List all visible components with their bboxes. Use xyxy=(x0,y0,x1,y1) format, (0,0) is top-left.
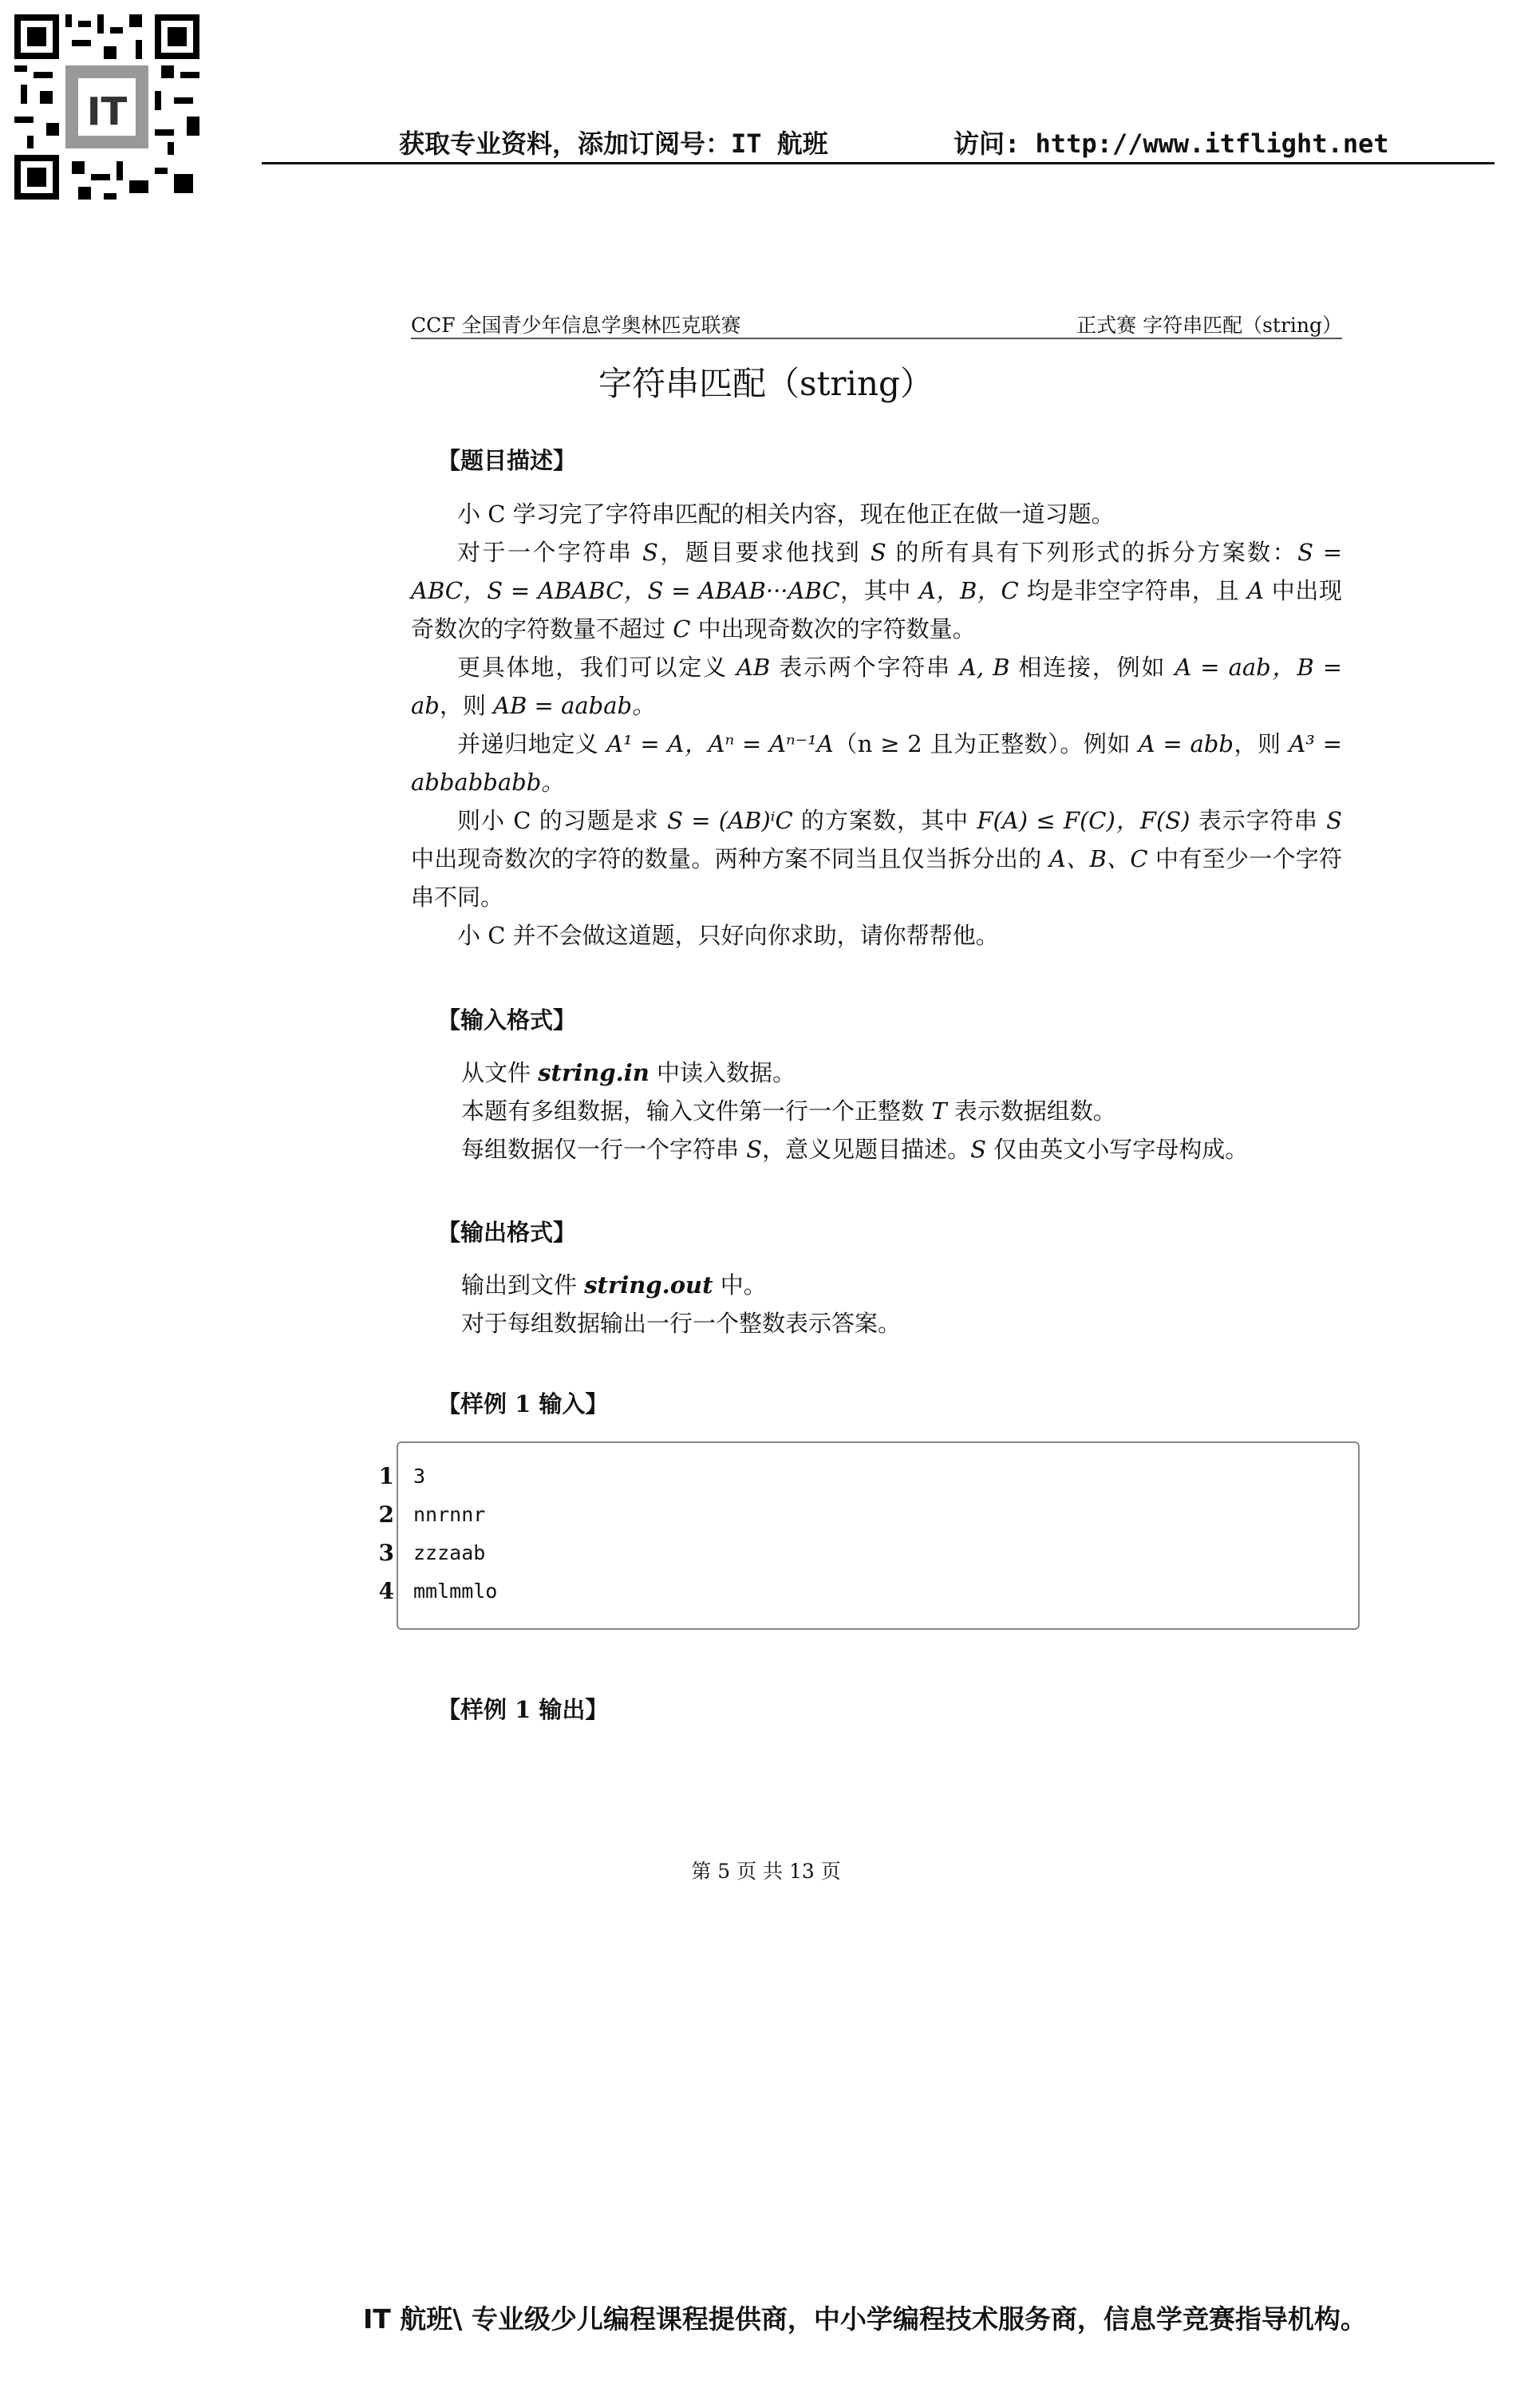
sample-input-codebox xyxy=(397,1441,1360,1630)
problem-title: 字符串匹配（string） xyxy=(598,364,934,403)
desc-p3: 更具体地，我们可以定义 AB 表示两个字符串 A, B 相连接，例如 A = aab，B = ab，则 AB = aabab。 xyxy=(411,654,1343,719)
desc-p1: 小 C 学习完了字符串匹配的相关内容，现在他正在做一道习题。 xyxy=(457,500,1115,528)
section-description-heading: 【题目描述】 xyxy=(437,447,577,474)
page-number: 第 5 页 共 13 页 xyxy=(691,1860,841,1883)
desc-p6: 小 C 并不会做这道题，只好向你求助，请你帮帮他。 xyxy=(457,922,999,949)
top-banner: 获取专业资料，添加订阅号：IT 航班 xyxy=(399,129,828,159)
description-body xyxy=(411,495,1342,955)
header-divider xyxy=(411,338,1342,339)
svg-text:IT: IT xyxy=(86,89,128,135)
section-sample-output-heading: 【样例 1 输出】 xyxy=(437,1696,609,1723)
code-line: mmlmmlo xyxy=(413,1580,498,1603)
top-visit-url[interactable]: 访问: http://www.itflight.net xyxy=(954,129,1389,159)
desc-p5: 则小 C 的习题是求 S = (AB)ⁱC 的方案数，其中 F(A) ≤ F(C)，F(S) 表示字符串 S 中出现奇数次的字符的数量。两种方案不同当且仅当拆分出的 A、B、C 中有至少一个字符串不同。 xyxy=(411,807,1342,911)
running-header-right: 正式赛 字符串匹配（string） xyxy=(1076,314,1342,337)
code-line: 3 xyxy=(413,1465,426,1488)
section-output-heading: 【输出格式】 xyxy=(437,1219,577,1246)
output-format-body: 输出到文件 string.out 中。 对于每组数据输出一行一个整数表示答案。 xyxy=(461,1271,902,1337)
running-header-left: CCF 全国青少年信息学奥林匹克联赛 xyxy=(411,314,741,337)
desc-p4: 并递归地定义 A¹ = A，Aⁿ = Aⁿ⁻¹A（n ≥ 2 且为正整数）。例如 A = abb，则 A³ = abbabbabb。 xyxy=(411,730,1342,796)
code-line: nnrnnr xyxy=(413,1503,486,1526)
line-number: 3 xyxy=(378,1540,394,1566)
line-number: 1 xyxy=(378,1463,394,1489)
desc-p2: 对于一个字符串 S，题目要求他找到 S 的所有具有下列形式的拆分方案数：S = ABC，S = ABABC，S = ABAB···ABC，其中 A，B，C 均是非空字符串，且 A 中出现奇数次的字符数量不超过 C 中出现奇数次的字符数量。 xyxy=(411,539,1343,643)
section-input-heading: 【输入格式】 xyxy=(437,1006,577,1034)
line-number: 2 xyxy=(378,1501,394,1528)
section-sample-input-heading: 【样例 1 输入】 xyxy=(437,1390,609,1418)
top-divider xyxy=(262,162,1494,164)
line-number: 4 xyxy=(378,1578,394,1604)
input-format-body: 从文件 string.in 中读入数据。 本题有多组数据，输入文件第一行一个正整数 T 表示数据组数。 每组数据仅一行一个字符串 S，意义见题目描述。S 仅由英文小写字母构成。 xyxy=(461,1059,1249,1163)
footer-banner: IT 航班\ 专业级少儿编程课程提供商，中小学编程技术服务商，信息学竞赛指导机构。 xyxy=(363,2303,1367,2335)
qr-code-icon xyxy=(14,14,199,200)
code-line: zzzaab xyxy=(413,1541,486,1564)
